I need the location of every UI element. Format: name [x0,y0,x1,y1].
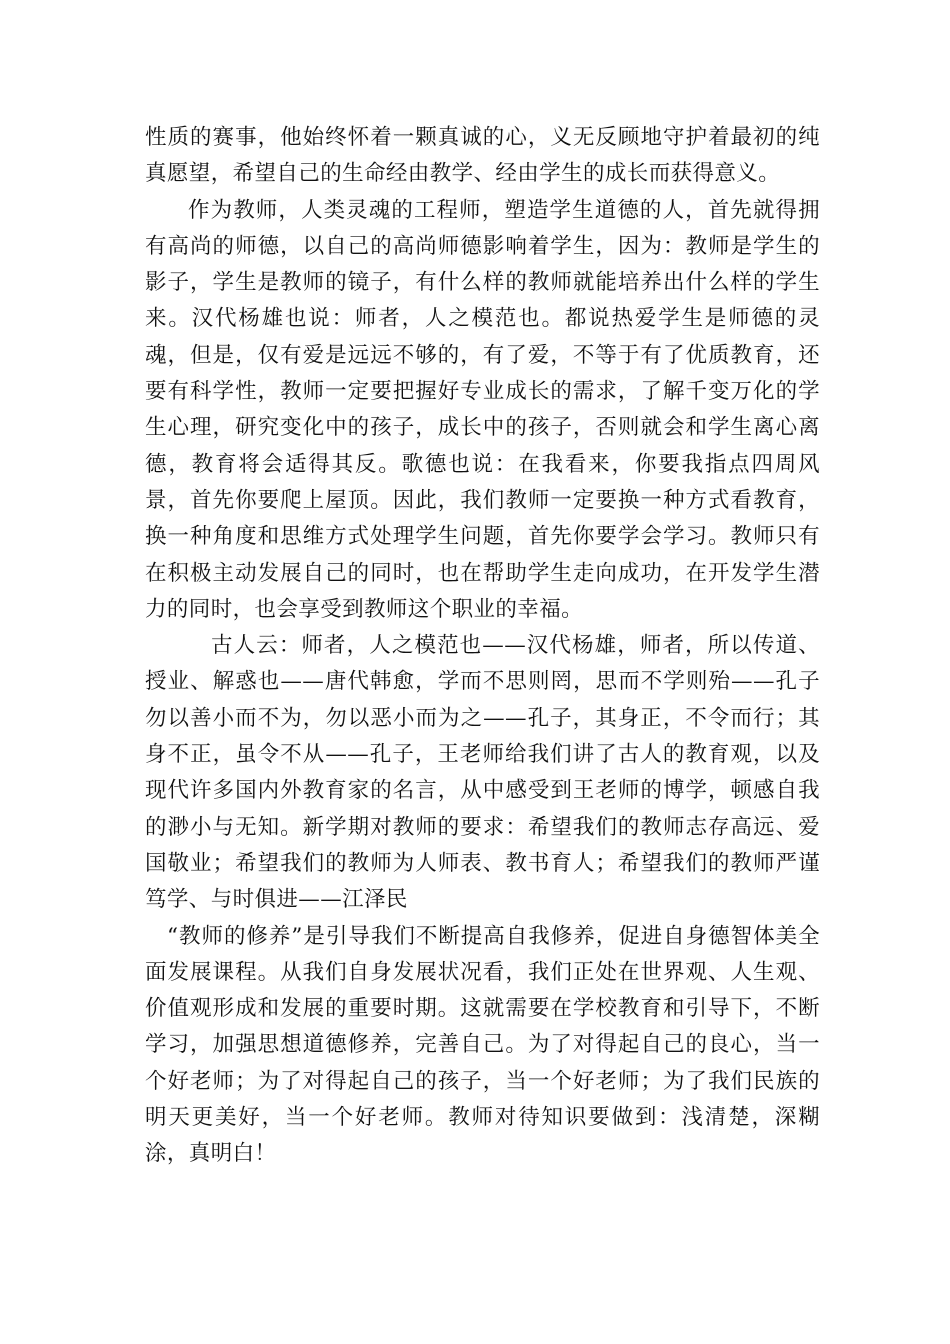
paragraph-teacher-ethics: 作为教师，人类灵魂的工程师，塑造学生道德的人，首先就得拥有高尚的师德，以自己的高尚师德影响着学生，因为：教师是学生的影子，学生是教师的镜子，有什么样的教师就能培养出什么样的学生来。汉代杨雄也说：师者，人之模范也。都说热爱学生是师德的灵魂，但是，仅有爱是远远不够的，有了爱，不等于有了优质教育，还要有科学性，教师一定要把握好专业成长的需求，了解千变万化的学生心理，研究变化中的孩子，成长中的孩子，否则就会和学生离心离德，教育将会适得其反。歌德也说：在我看来，你要我指点四周风景，首先你要爬上屋顶。因此，我们教师一定要换一种方式看教育，换一种角度和思维方式处理学生问题，首先你要学会学习。教师只有在积极主动发展自己的同时，也在帮助学生走向成功，在开发学生潜力的同时，也会享受到教师这个职业的幸福。 [145,197,820,622]
paragraph-continuation: 性质的赛事，他始终怀着一颗真诚的心，义无反顾地守护着最初的纯真愿望，希望自己的生命经由教学、经由学生的成长而获得意义。 [145,125,820,187]
paragraph-ancient-quotes: 古人云：师者，人之模范也——汉代杨雄，师者，所以传道、授业、解惑也——唐代韩愈，学而不思则罔，思而不学则殆——孔子勿以善小而不为，勿以恶小而为之——孔子，其身正，不令而行；其身不正，虽令不从——孔子，王老师给我们讲了古人的教育观，以及现代许多国内外教育家的名言，从中感受到王老师的博学，顿感自我的渺小与无知。新学期对教师的要求：希望我们的教师志存高远、爱国敬业；希望我们的教师为人师表、教书育人；希望我们的教师严谨笃学、与时俱进——江泽民 [145,633,820,913]
document-body [145,120,820,1173]
paragraph-teacher-cultivation: “教师的修养”是引导我们不断提高自我修养，促进自身德智体美全面发展课程。从我们自身发展状况看，我们正处在世界观、人生观、价值观形成和发展的重要时期。这就需要在学校教育和引导下，不断学习，加强思想道德修养，完善自己。为了对得起自己的良心，当一个好老师；为了对得起自己的孩子，当一个好老师；为了我们民族的明天更美好，当一个好老师。教师对待知识要做到：浅清楚，深糊涂，真明白！ [145,923,820,1167]
